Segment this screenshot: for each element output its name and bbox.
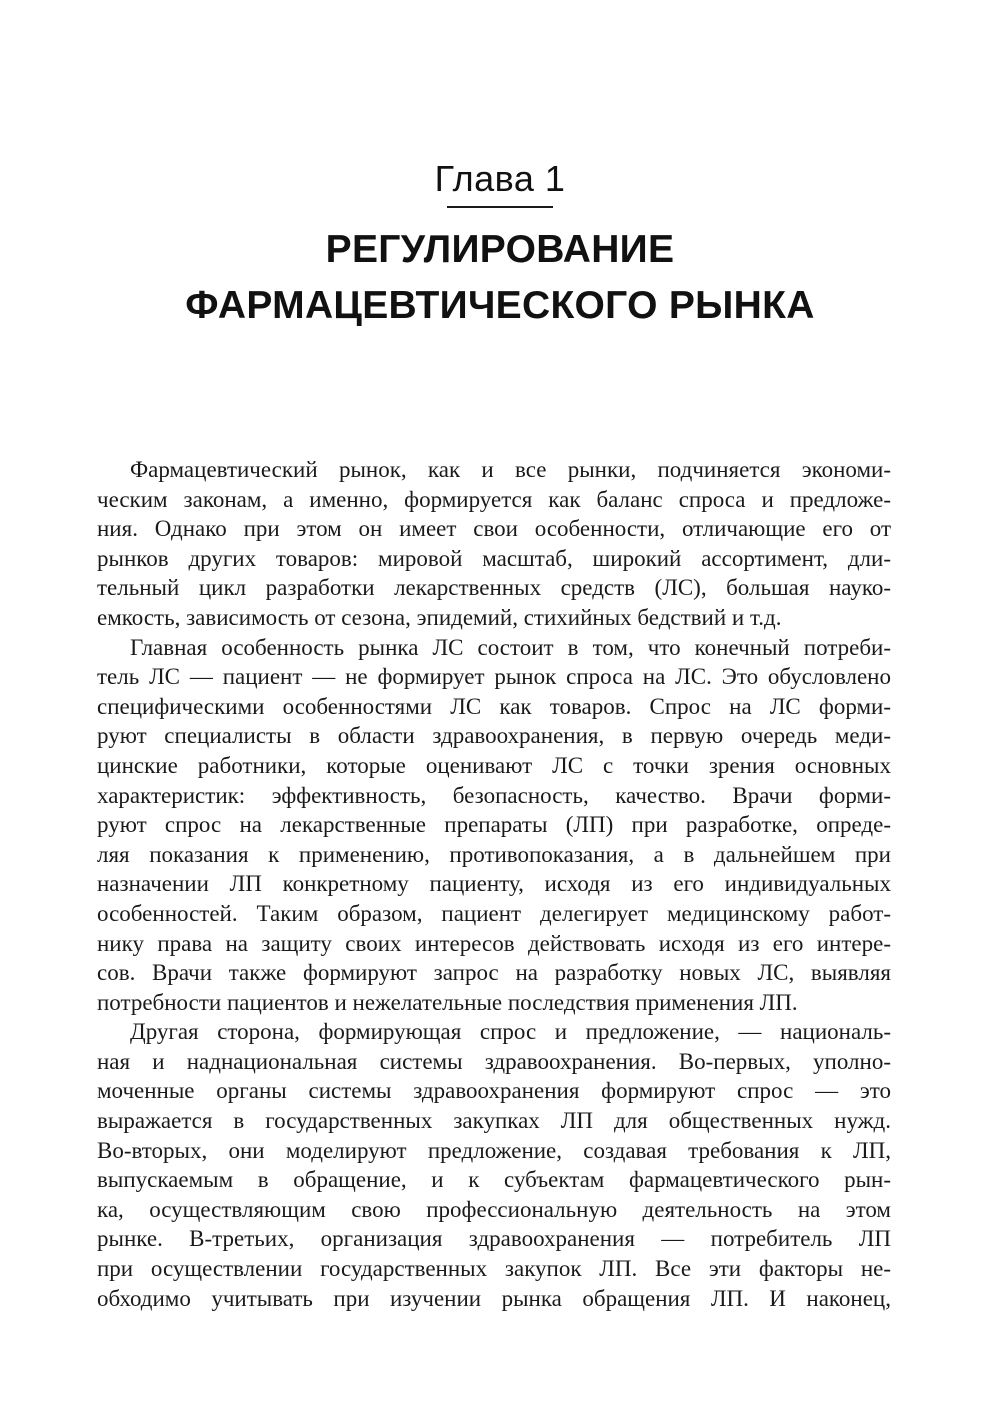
- text-line: ка, осуществляющим свою профессиональную деятельность на этом: [97, 1196, 891, 1222]
- chapter-title-line-1: РЕГУЛИРОВАНИЕ: [325, 228, 675, 271]
- text-line: тель ЛС — пациент — не формирует рынок спроса на ЛС. Это обусловлено: [97, 664, 891, 690]
- chapter-label: Глава 1: [434, 158, 566, 199]
- text-line: рынков других товаров: мировой масштаб, широкий ассортимент, дли-: [97, 545, 891, 571]
- text-line: ческим законам, а именно, формируется как баланс спроса и предложе-: [97, 486, 891, 512]
- text-line: потребности пациентов и нежелательные последствия применения ЛП.: [97, 989, 798, 1015]
- text-line: рынке. В-третьих, организация здравоохранения — потребитель ЛП: [97, 1226, 891, 1252]
- text-line: специфическими особенностями ЛС как товаров. Спрос на ЛС форми-: [97, 693, 891, 719]
- text-line: Во-вторых, они моделируют предложение, создавая требования к ЛП,: [97, 1137, 891, 1163]
- text-line: ляя показания к применению, противопоказания, а в дальнейшем при: [97, 841, 891, 867]
- text-line: емкость, зависимость от сезона, эпидемий, стихийных бедствий и т.д.: [97, 604, 782, 630]
- text-line: руют специалисты в области здравоохранения, в первую очередь меди-: [97, 723, 891, 749]
- body-text: [97, 455, 891, 1313]
- text-line: сов. Врачи также формируют запрос на разработку новых ЛС, выявляя: [97, 960, 891, 986]
- text-line: моченные органы системы здравоохранения формируют спрос — это: [97, 1078, 891, 1104]
- text-line: цинские работники, которые оценивают ЛС с точки зрения основных: [97, 752, 891, 778]
- text-line: при осуществлении государственных закупок ЛП. Все эти факторы не-: [97, 1256, 891, 1282]
- text-line: тельный цикл разработки лекарственных средств (ЛС), большая науко-: [97, 575, 891, 601]
- text-line: руют спрос на лекарственные препараты (ЛП) при разработке, опреде-: [97, 812, 891, 838]
- chapter-divider: [447, 206, 553, 208]
- text-line: ная и наднациональная системы здравоохранения. Во-первых, уполно-: [97, 1048, 891, 1074]
- text-line: Другая сторона, формирующая спрос и предложение, — националь-: [130, 1019, 891, 1045]
- text-line: обходимо учитывать при изучении рынка обращения ЛП. И наконец,: [97, 1285, 891, 1311]
- text-line: выпускаемым в обращение, и к субъектам фармацевтического рын-: [97, 1167, 891, 1193]
- text-line: ния. Однако при этом он имеет свои особенности, отличающие его от: [97, 516, 891, 542]
- text-line: Главная особенность рынка ЛС состоит в том, что конечный потреби-: [130, 634, 891, 660]
- text-line: особенностей. Таким образом, пациент делегирует медицинскому работ-: [97, 900, 891, 926]
- text-line: назначении ЛП конкретному пациенту, исходя из его индивидуальных: [97, 871, 891, 897]
- text-line: выражается в государственных закупках ЛП для общественных нужд.: [97, 1108, 891, 1134]
- chapter-title-line-2: ФАРМАЦЕВТИЧЕСКОГО РЫНКА: [185, 284, 815, 327]
- text-line: характеристик: эффективность, безопасность, качество. Врачи форми-: [97, 782, 891, 808]
- chapter-title: [0, 222, 1000, 334]
- text-line: Фармацевтический рынок, как и все рынки, подчиняется экономи-: [130, 457, 891, 482]
- text-line: нику права на защиту своих интересов действовать исходя из его интере-: [97, 930, 891, 956]
